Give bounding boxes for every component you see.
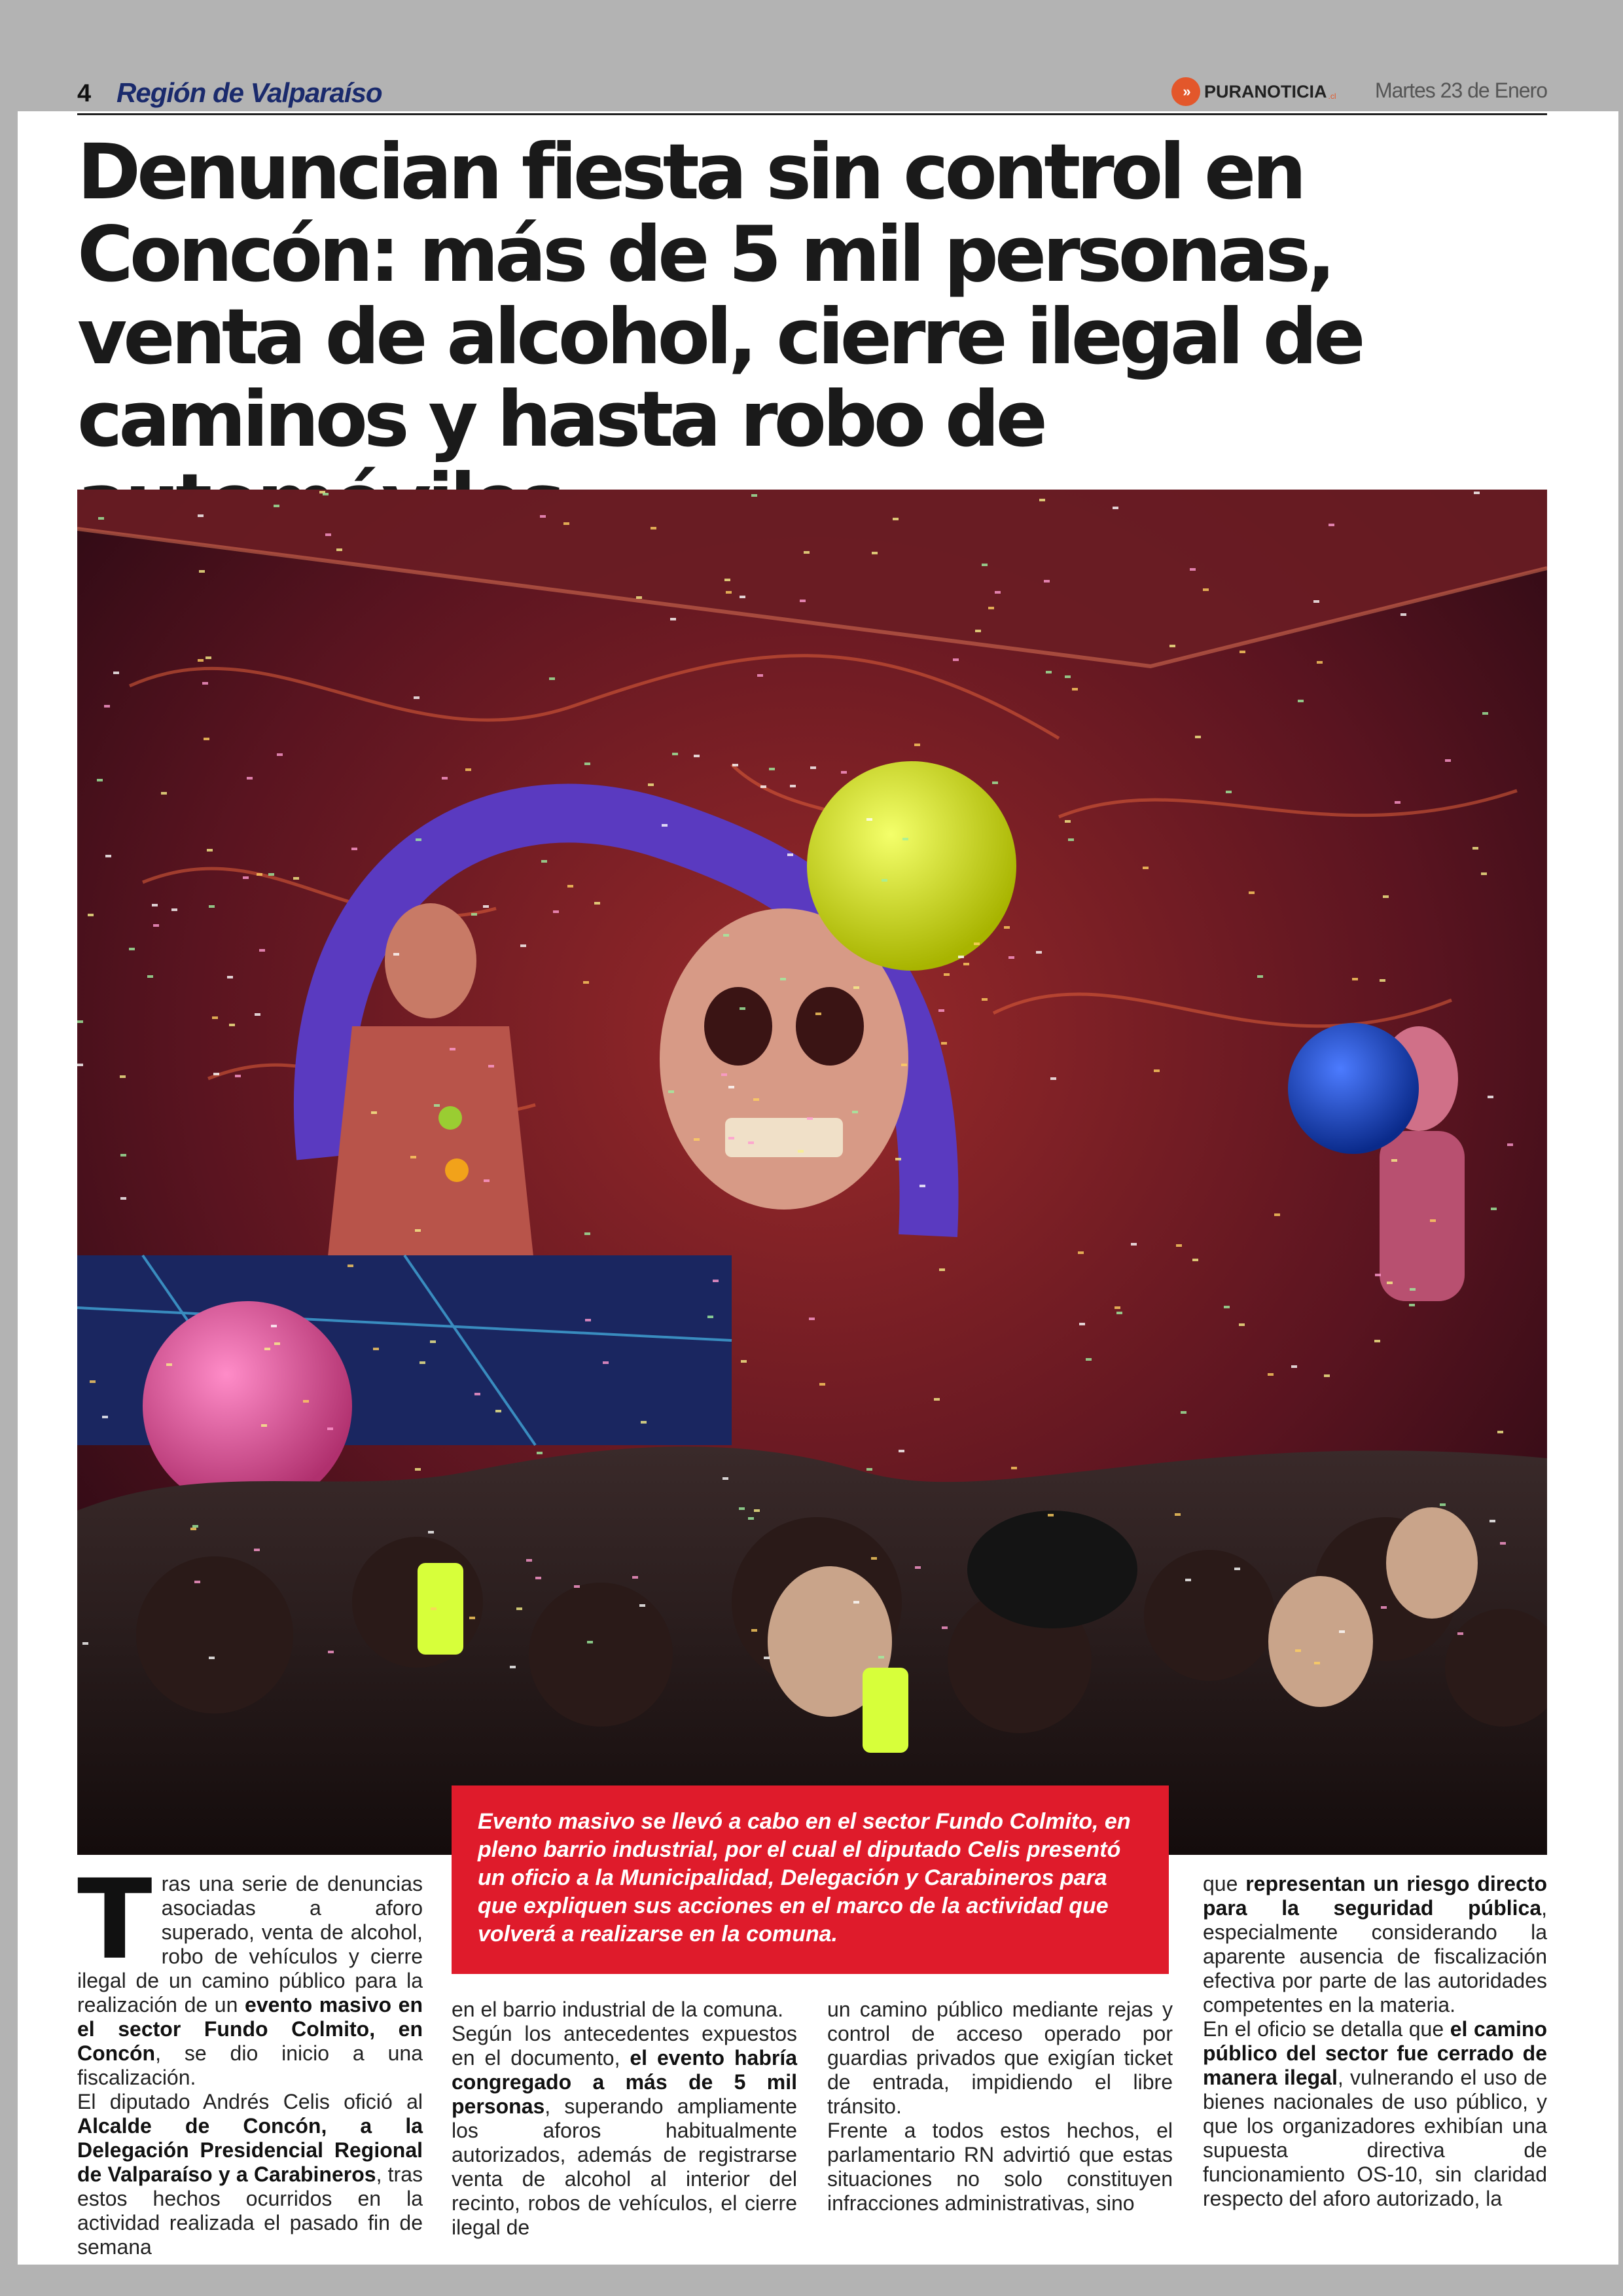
confetti-piece <box>194 1581 200 1583</box>
confetti-piece <box>982 998 988 1001</box>
confetti-piece <box>567 885 573 888</box>
confetti-piece <box>209 1657 215 1659</box>
brand-suffix: .cl <box>1328 92 1336 101</box>
confetti-piece <box>537 1452 543 1454</box>
confetti-piece <box>751 1629 757 1632</box>
confetti-piece <box>726 591 732 594</box>
confetti-piece <box>852 1111 858 1113</box>
confetti-piece <box>810 766 816 769</box>
confetti-piece <box>192 1525 198 1528</box>
confetti-piece <box>798 1150 804 1153</box>
confetti-piece <box>113 672 119 674</box>
confetti-piece <box>328 1651 334 1653</box>
confetti-piece <box>77 1020 83 1023</box>
confetti-piece <box>430 1340 436 1343</box>
confetti-piece <box>1039 499 1045 501</box>
confetti-piece <box>632 1576 638 1579</box>
confetti-piece <box>995 591 1001 594</box>
confetti-piece <box>963 963 969 965</box>
confetti-piece <box>247 777 253 780</box>
confetti-piece <box>958 956 964 958</box>
confetti-piece <box>1497 1431 1503 1433</box>
confetti-piece <box>120 1154 126 1157</box>
confetti-piece <box>866 1468 872 1471</box>
confetti-piece <box>204 738 209 740</box>
confetti-piece <box>603 1361 609 1364</box>
confetti-piece <box>209 905 215 908</box>
confetti-piece <box>1387 1282 1393 1284</box>
confetti-piece <box>740 596 745 598</box>
brand-name: PURANOTICIA <box>1204 81 1327 101</box>
confetti-piece <box>1154 1069 1160 1072</box>
confetti-piece <box>982 564 988 566</box>
page-header <box>0 0 1623 115</box>
confetti-piece <box>1391 1159 1397 1162</box>
confetti-piece <box>90 1380 96 1383</box>
confetti-piece <box>866 818 872 821</box>
confetti-piece <box>741 1360 747 1363</box>
confetti-piece <box>722 1477 728 1480</box>
confetti-piece <box>484 1179 490 1182</box>
confetti-piece <box>584 1232 590 1235</box>
confetti-piece <box>853 1601 859 1604</box>
confetti-piece <box>914 744 920 746</box>
confetti-piece <box>1352 978 1358 980</box>
confetti-piece <box>540 515 546 518</box>
confetti-piece <box>102 1416 108 1418</box>
confetti-piece <box>488 1065 494 1067</box>
confetti-piece <box>351 848 357 850</box>
confetti-piece <box>207 849 213 852</box>
confetti-piece <box>1115 1306 1120 1309</box>
confetti-piece <box>465 768 471 771</box>
article-paragraph: en el barrio industrial de la comuna. <box>452 1998 783 2021</box>
confetti-piece <box>1383 895 1389 898</box>
confetti-piece <box>1488 1096 1493 1098</box>
confetti-piece <box>754 1509 760 1512</box>
confetti-piece <box>1295 1649 1301 1652</box>
confetti-piece <box>471 913 477 916</box>
confetti-piece <box>899 1450 904 1452</box>
confetti-piece <box>1324 1374 1330 1377</box>
article-column-4 <box>1203 1872 1547 2211</box>
confetti-piece <box>1195 736 1201 738</box>
confetti-piece <box>373 1348 379 1350</box>
confetti-piece <box>271 1325 277 1327</box>
confetti-piece <box>274 1342 280 1345</box>
confetti-piece <box>161 792 167 795</box>
confetti-piece <box>553 910 559 913</box>
confetti-piece <box>293 877 299 880</box>
drop-cap: T <box>77 1856 152 1984</box>
confetti-piece <box>1113 507 1118 509</box>
confetti-piece <box>895 1158 901 1160</box>
confetti-piece <box>587 1641 593 1643</box>
confetti-piece <box>1380 979 1385 982</box>
confetti-piece <box>594 902 600 905</box>
confetti-piece <box>1065 675 1071 678</box>
confetti-piece <box>728 1086 734 1088</box>
confetti-piece <box>428 1531 434 1534</box>
confetti-piece <box>303 1400 309 1403</box>
confetti-piece <box>1234 1568 1240 1570</box>
confetti-piece <box>760 785 766 788</box>
confetti-piece <box>939 1268 945 1271</box>
confetti-piece <box>882 879 887 882</box>
confetti-piece <box>227 976 233 978</box>
confetti-piece <box>416 838 421 841</box>
confetti-piece <box>1226 791 1232 793</box>
confetti-piece <box>1489 1520 1495 1522</box>
confetti-piece <box>1445 759 1451 762</box>
confetti-piece <box>1068 838 1074 841</box>
confetti-piece <box>1078 1251 1084 1254</box>
confetti-piece <box>670 618 676 620</box>
confetti-piece <box>769 768 775 770</box>
confetti-piece <box>495 1410 501 1412</box>
confetti-piece <box>1274 1213 1280 1216</box>
confetti-piece <box>1203 588 1209 591</box>
confetti-piece <box>190 1528 196 1530</box>
confetti-piece <box>1500 1542 1506 1545</box>
confetti-piece <box>1176 1244 1182 1247</box>
confetti-piece <box>98 517 104 520</box>
confetti-piece <box>257 873 262 876</box>
article-column-2 <box>452 1998 797 2240</box>
confetti-piece <box>371 1111 377 1114</box>
confetti-piece <box>259 949 265 952</box>
confetti-piece <box>254 1549 260 1551</box>
confetti-piece <box>975 630 981 632</box>
confetti-piece <box>415 1229 421 1232</box>
photo-caption: Evento masivo se llevó a cabo en el sector Fundo Colmito, en pleno barrio industrial, por el cual el diputado Celis presentó un oficio a la Municipalidad, Delegación y Carabineros para que expliquen sus acciones en el marco de la actividad que volverá a realizarse en la comuna. <box>452 1785 1169 1974</box>
confetti-piece <box>1410 1288 1416 1291</box>
confetti-piece <box>1185 1579 1191 1581</box>
confetti-piece <box>1050 1077 1056 1080</box>
confetti-piece <box>1175 1513 1181 1516</box>
confetti-piece <box>974 942 980 945</box>
confetti-piece <box>942 1626 948 1629</box>
confetti-piece <box>721 1073 727 1076</box>
confetti-piece <box>434 1104 440 1107</box>
confetti-piece <box>129 948 135 950</box>
confetti-piece <box>938 1009 944 1012</box>
confetti-piece <box>336 548 342 551</box>
confetti-piece <box>636 596 642 599</box>
confetti-piece <box>1044 580 1050 583</box>
confetti-piece <box>901 1064 907 1066</box>
confetti-piece <box>393 953 399 956</box>
confetti-piece <box>205 656 211 659</box>
confetti-piece <box>104 705 110 708</box>
confetti-piece <box>82 1642 88 1645</box>
confetti-piece <box>1046 671 1052 673</box>
headline: Denuncian fiesta sin control en Concón: más de 5 mil personas, venta de alcohol, cierre ilegal de caminos y hasta robo de <box>77 127 1362 464</box>
confetti-piece <box>723 934 729 937</box>
article-paragraph: El diputado Andrés Celis ofició al Alcalde de Concón, a la Delegación Presidencial Regional de Valparaíso y a Carabineros, tras estos hechos ocurridos en la actividad realizada el pasado fin de semana <box>77 2090 423 2259</box>
confetti-piece <box>584 762 590 765</box>
confetti-piece <box>707 1316 713 1318</box>
confetti-piece <box>819 1383 825 1386</box>
confetti-piece <box>790 785 796 787</box>
confetti-piece <box>198 659 204 662</box>
article-paragraph: Tras una serie de denuncias asociadas a aforo superado, venta de alcohol, robo de vehículos y cierre ilegal de un camino público para la realización de un evento masivo en el sector Fundo Colmito, en Concón, se dio inicio a una fiscalización. <box>77 1856 423 2089</box>
confetti-piece <box>751 494 757 497</box>
confetti-piece <box>872 552 878 554</box>
confetti-piece <box>450 1048 455 1050</box>
confetti-piece <box>1430 1219 1436 1222</box>
confetti-piece <box>410 1156 416 1158</box>
confetti-piece <box>323 493 329 495</box>
confetti-piece <box>1086 1358 1092 1361</box>
confetti-piece <box>1249 891 1255 894</box>
confetti-piece <box>541 860 547 863</box>
confetti-piece <box>77 1064 83 1066</box>
confetti-piece <box>988 607 994 609</box>
confetti-piece <box>1472 847 1478 850</box>
confetti-piece <box>1409 1304 1415 1306</box>
confetti-piece <box>1400 613 1406 616</box>
confetti-piece <box>1240 651 1245 653</box>
confetti-piece <box>1072 688 1078 691</box>
confetti-piece <box>648 783 654 786</box>
confetti-piece <box>902 838 908 840</box>
confetti-piece <box>953 658 959 661</box>
confetti-piece <box>526 1559 532 1562</box>
confetti-piece <box>807 1117 813 1120</box>
confetti-piece <box>804 551 810 554</box>
confetti-piece <box>415 1468 421 1471</box>
confetti-piece <box>166 1363 172 1366</box>
confetti-piece <box>431 1607 437 1610</box>
confetti-piece <box>97 779 103 781</box>
confetti-piece <box>235 1075 241 1077</box>
confetti-piece <box>893 518 899 520</box>
confetti-piece <box>213 1073 219 1075</box>
confetti-piece <box>255 1013 260 1016</box>
confetti-piece <box>780 978 786 980</box>
confetti-piece <box>1008 956 1014 959</box>
brand-logo <box>1171 76 1336 107</box>
confetti-piece <box>1048 1514 1054 1516</box>
confetti-piece <box>120 1197 126 1200</box>
confetti-piece <box>105 855 111 857</box>
confetti-piece <box>1079 1323 1085 1325</box>
article-column-1 <box>77 1856 423 2259</box>
confetti-piece <box>274 505 279 507</box>
confetti-piece <box>327 1427 333 1430</box>
confetti-piece <box>1116 1312 1122 1314</box>
article-column-3 <box>827 1998 1173 2215</box>
confetti-piece <box>483 905 489 908</box>
confetti-piece <box>1004 926 1010 929</box>
confetti-piece <box>152 904 158 906</box>
confetti-piece <box>1131 1243 1137 1246</box>
confetti-piece <box>1374 1340 1380 1342</box>
confetti-piece <box>878 1656 884 1659</box>
confetti-piece <box>520 944 526 947</box>
festival-photo-illustration <box>77 490 1547 1855</box>
confetti-piece <box>639 1604 645 1607</box>
confetti-piece <box>728 1137 734 1139</box>
confetti-piece <box>88 914 94 916</box>
section-title: Región de Valparaíso <box>116 77 382 108</box>
brand-arrow-icon: » <box>1171 77 1200 106</box>
confetti-piece <box>809 1318 815 1320</box>
confetti-piece <box>198 514 204 517</box>
confetti-piece <box>1291 1365 1297 1368</box>
confetti-piece <box>348 1265 353 1267</box>
confetti-piece <box>915 1566 921 1569</box>
article-paragraph: Frente a todos estos hechos, el parlamentario RN advirtió que estas situaciones no solo constituyen infracciones administrativas, sino <box>827 2119 1173 2215</box>
confetti-piece <box>153 924 159 927</box>
confetti-piece <box>641 1421 647 1424</box>
article-paragraph: un camino público mediante rejas y control de acceso operado por guardias privados que exigían ticket de entrada, impidiendo el libre tránsito. <box>827 1998 1173 2118</box>
confetti-piece <box>853 986 859 989</box>
confetti-piece <box>1192 1259 1198 1261</box>
confetti-piece <box>325 533 331 536</box>
confetti-piece <box>1482 712 1488 715</box>
confetti-piece <box>1507 1143 1513 1146</box>
confetti-piece <box>1474 492 1480 494</box>
confetti-piece <box>574 1585 580 1588</box>
confetti-piece <box>841 771 847 774</box>
confetti-piece <box>264 1348 270 1350</box>
confetti-piece <box>871 1557 877 1560</box>
confetti-piece <box>516 1607 522 1610</box>
confetti-piece <box>147 975 153 978</box>
confetti-piece <box>1440 1503 1446 1506</box>
confetti-piece <box>585 1319 591 1321</box>
confetti-piece <box>651 527 656 529</box>
header-divider <box>77 113 1547 115</box>
confetti-piece <box>1268 1373 1274 1376</box>
confetti-piece <box>713 1280 719 1282</box>
confetti-piece <box>732 764 738 766</box>
confetti-piece <box>992 781 998 784</box>
confetti-piece <box>764 1657 770 1659</box>
confetti-piece <box>510 1666 516 1668</box>
confetti-piece <box>171 908 177 911</box>
confetti-piece <box>474 1393 480 1395</box>
confetti-piece <box>815 1013 821 1015</box>
confetti-piece <box>694 1138 700 1141</box>
confetti-piece <box>753 1098 759 1101</box>
confetti-piece <box>1257 975 1263 978</box>
confetti-piece <box>261 1424 267 1427</box>
confetti-piece <box>1181 1411 1186 1414</box>
confetti-piece <box>787 853 793 856</box>
confetti-piece <box>934 1398 940 1401</box>
confetti-piece <box>672 753 678 755</box>
page-number: 4 <box>77 80 92 107</box>
confetti-piece <box>442 777 448 780</box>
confetti-piece <box>941 1042 947 1045</box>
confetti-piece <box>1395 801 1400 804</box>
confetti-piece <box>549 677 555 680</box>
confetti-piece <box>469 1617 475 1619</box>
confetti-piece <box>1491 1208 1497 1210</box>
confetti-piece <box>199 570 205 573</box>
confetti-piece <box>1317 661 1323 664</box>
confetti-piece <box>1190 568 1196 571</box>
confetti-piece <box>277 753 283 756</box>
confetti-piece <box>1065 820 1071 823</box>
confetti-piece <box>563 522 569 525</box>
confetti-piece <box>740 1007 745 1010</box>
confetti-piece <box>1375 1274 1381 1276</box>
confetti-piece <box>919 1185 925 1187</box>
confetti-piece <box>414 696 419 699</box>
confetti-piece <box>1313 600 1319 603</box>
confetti-piece <box>419 1361 425 1364</box>
confetti-piece <box>748 1141 754 1144</box>
confetti-piece <box>1298 700 1304 702</box>
confetti-piece <box>1224 1306 1230 1308</box>
confetti-piece <box>694 755 700 757</box>
article-paragraph: Según los antecedentes expuestos en el documento, el evento habría congregado a más de 5 mil personas, superando ampliamente los aforos habitualmente autorizados, además de registrarse venta de alcohol al interior del recinto, robos de vehículos, el cierre ilegal de <box>452 2022 798 2239</box>
confetti-piece <box>268 873 274 876</box>
article-paragraph: En el oficio se detalla que el camino público del sector fue cerrado de manera ilegal, vulnerando el uso de bienes nacionales de uso público, y que los organizadores exhibían una supuesta directiva de funcionamiento OS-10, sin claridad respecto del aforo autorizado, la <box>1203 2017 1547 2210</box>
confetti-piece <box>1329 524 1334 526</box>
confetti-piece <box>800 600 806 602</box>
confetti-piece <box>535 1577 541 1579</box>
confetti-piece <box>229 1024 235 1026</box>
confetti-piece <box>739 1507 745 1510</box>
confetti-piece <box>243 876 249 879</box>
confetti-piece <box>668 1090 674 1093</box>
confetti-piece <box>1481 872 1487 875</box>
article-paragraph: que representan un riesgo directo para la seguridad pública, especialmente considerando la aparente ausencia de fiscalización efectiva por parte de las autoridades competentes en la materia. <box>1203 1872 1548 2017</box>
confetti-piece <box>1381 1606 1387 1609</box>
confetti-piece <box>1457 1632 1463 1635</box>
event-photo <box>77 490 1547 1855</box>
confetti-piece <box>1143 867 1149 869</box>
confetti-piece <box>583 981 589 984</box>
confetti-piece <box>1169 645 1175 647</box>
confetti-piece <box>757 674 763 677</box>
confetti-piece <box>1011 1467 1017 1469</box>
confetti-piece <box>944 973 950 976</box>
confetti-piece <box>1239 1323 1245 1326</box>
issue-date: Martes 23 de Enero <box>1374 79 1547 102</box>
confetti-piece <box>212 1016 218 1019</box>
confetti-piece <box>120 1075 126 1078</box>
confetti-piece <box>662 824 668 827</box>
confetti-piece <box>748 1517 754 1520</box>
confetti-piece <box>202 682 208 685</box>
confetti-piece <box>1314 1662 1320 1664</box>
confetti-piece <box>1339 1630 1345 1633</box>
confetti-piece <box>1036 951 1042 954</box>
confetti-piece <box>724 579 730 581</box>
